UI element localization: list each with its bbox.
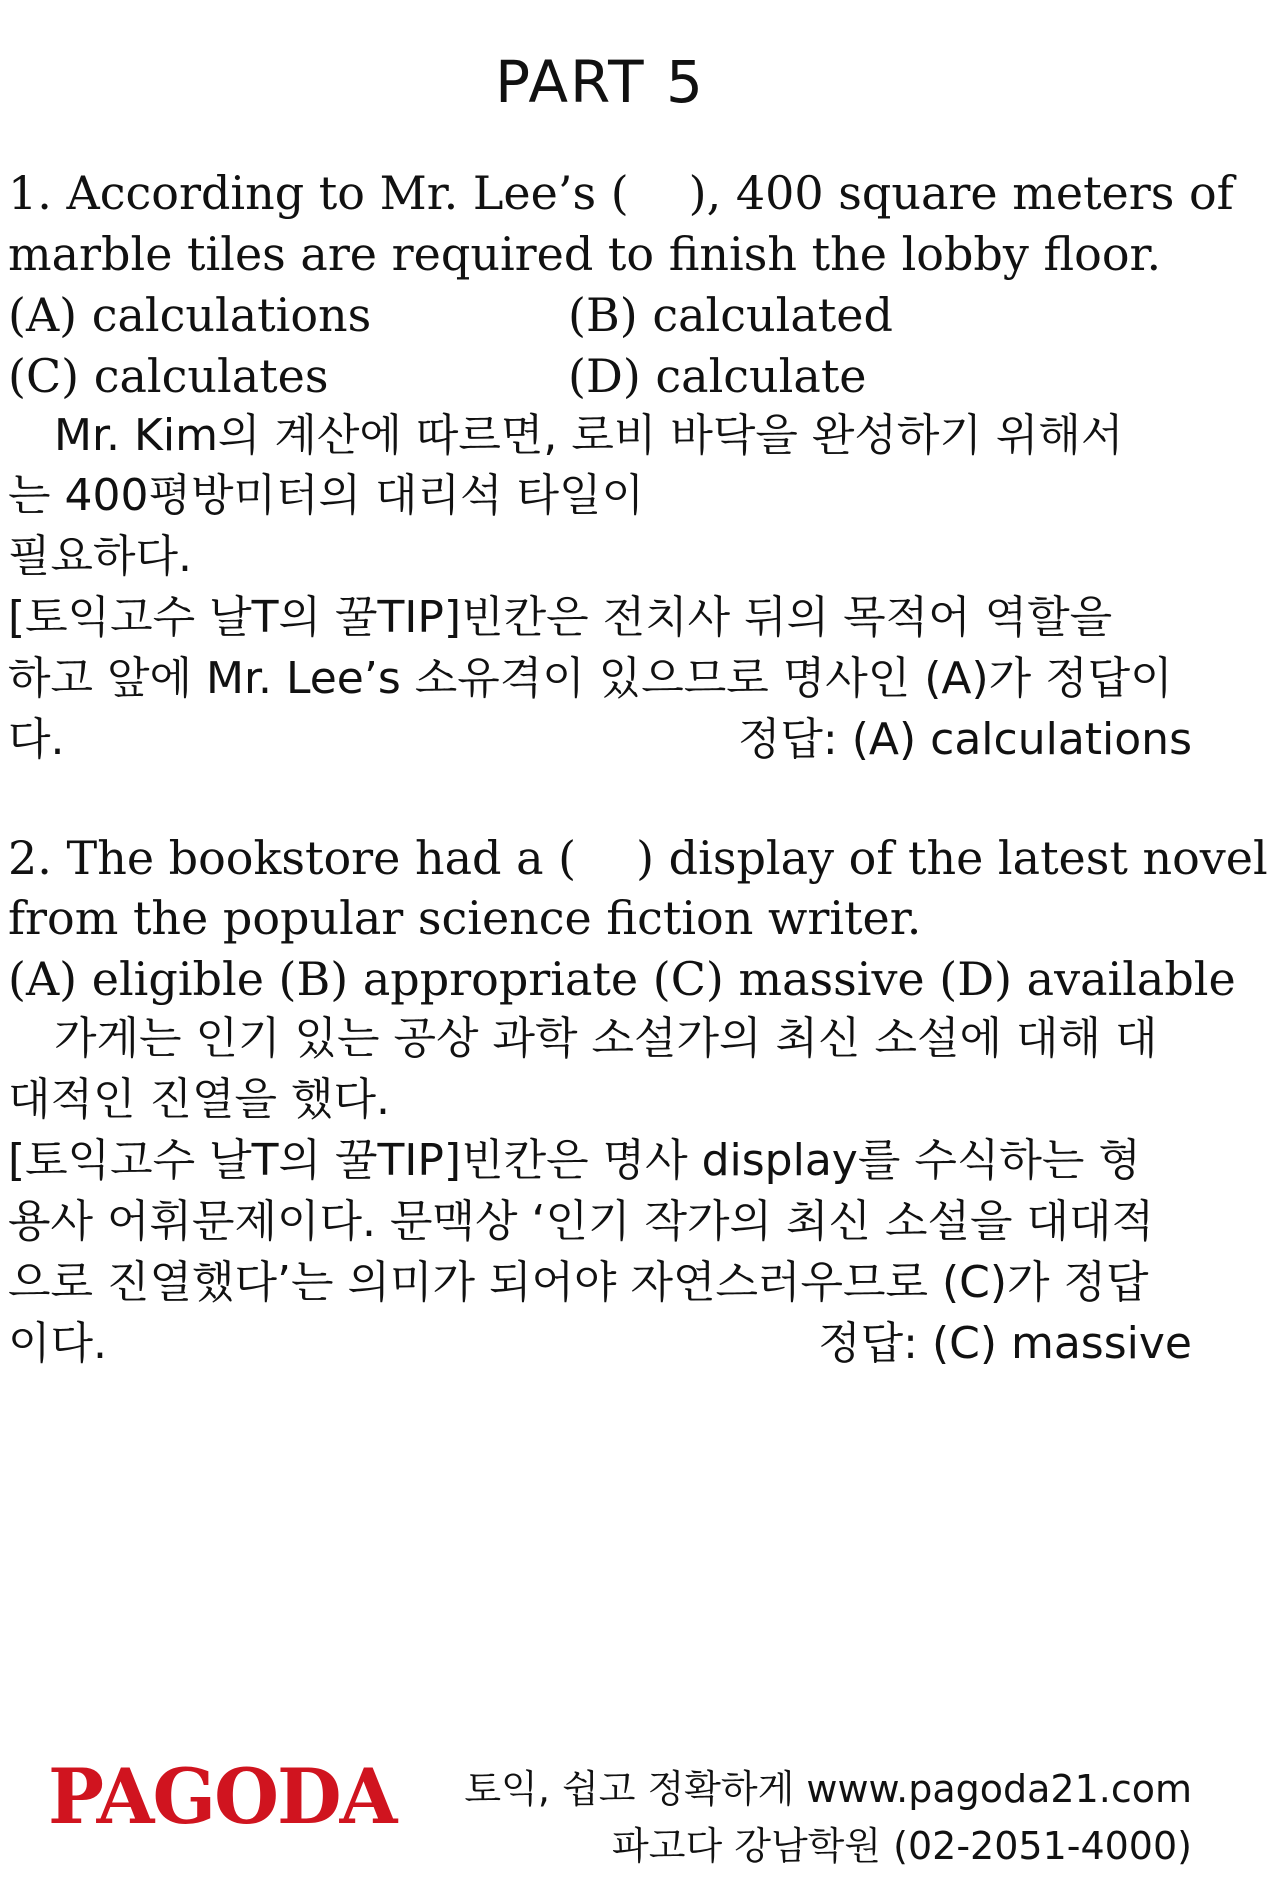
page-title: PART 5: [495, 48, 705, 116]
q2-stem-part-b: ) display of the latest novel: [636, 831, 1268, 885]
q2-stem-line-1: [8, 828, 1268, 888]
q1-tip-line-3: [8, 710, 1192, 770]
q1-option-a: (A) calculations: [8, 288, 372, 342]
q1-option-c: (C) calculates: [8, 349, 329, 403]
q2-stem-part-a: 2. The bookstore had a (: [8, 831, 577, 885]
q1-tip-line-3-text: 다.: [8, 714, 65, 765]
q1-translation-line-2: 는 400평방미터의 대리석 타일이: [8, 470, 644, 521]
q2-answer: 정답: (C) massive: [818, 1318, 1192, 1369]
q2-tip-line-1: [토익고수 날T의 꿀TIP]빈칸은 명사 display를 수식하는 형: [8, 1135, 1141, 1186]
q2-stem-line-2: from the popular science fiction writer.: [8, 891, 922, 945]
q1-stem-line-2: marble tiles are required to finish the lobby floor.: [8, 227, 1162, 281]
q2-tip-line-4: [8, 1314, 1192, 1374]
q1-stem-part-a: According to Mr. Lee’s (: [66, 166, 629, 220]
q1-stem-line-1: [8, 163, 1234, 223]
q1-option-d: (D) calculate: [568, 349, 867, 403]
q1-options-row-2: [8, 346, 1192, 406]
footer-slogan: 토익, 쉽고 정확하게 www.pagoda21.com: [464, 1767, 1192, 1811]
q1-option-b: (B) calculated: [568, 288, 893, 342]
q2-tip-line-2: 용사 어휘문제이다. 문맥상 ‘인기 작가의 최신 소설을 대대적: [8, 1196, 1154, 1247]
q1-tip-line-1: [토익고수 날T의 꿀TIP]빈칸은 전치사 뒤의 목적어 역할을: [8, 592, 1113, 643]
q1-number: 1.: [8, 166, 52, 220]
q1-answer: 정답: (A) calculations: [737, 714, 1192, 765]
q2-translation-line-1: 가게는 인기 있는 공상 과학 소설가의 최신 소설에 대해 대: [54, 1013, 1158, 1064]
q1-options-row-1: [8, 285, 1192, 345]
footer-contact: 파고다 강남학원 (02-2051-4000): [612, 1824, 1192, 1868]
pagoda-logo: PAGODA: [48, 1752, 396, 1841]
q2-translation-line-2: 대적인 진열을 했다.: [8, 1074, 390, 1125]
q1-stem-part-b: ), 400 square meters of: [688, 166, 1234, 220]
q2-tip-line-3: 으로 진열했다’는 의미가 되어야 자연스러우므로 (C)가 정답: [8, 1257, 1149, 1308]
q1-translation-line-1: Mr. Kim의 계산에 따르면, 로비 바닥을 완성하기 위해서: [54, 410, 1124, 461]
q2-tip-line-4-text: 이다.: [8, 1318, 107, 1369]
q2-options: (A) eligible (B) appropriate (C) massive (D) available: [8, 952, 1236, 1006]
q1-translation-line-3: 필요하다.: [8, 531, 193, 582]
q1-tip-line-2: 하고 앞에 Mr. Lee’s 소유격이 있으므로 명사인 (A)가 정답이: [8, 653, 1173, 704]
